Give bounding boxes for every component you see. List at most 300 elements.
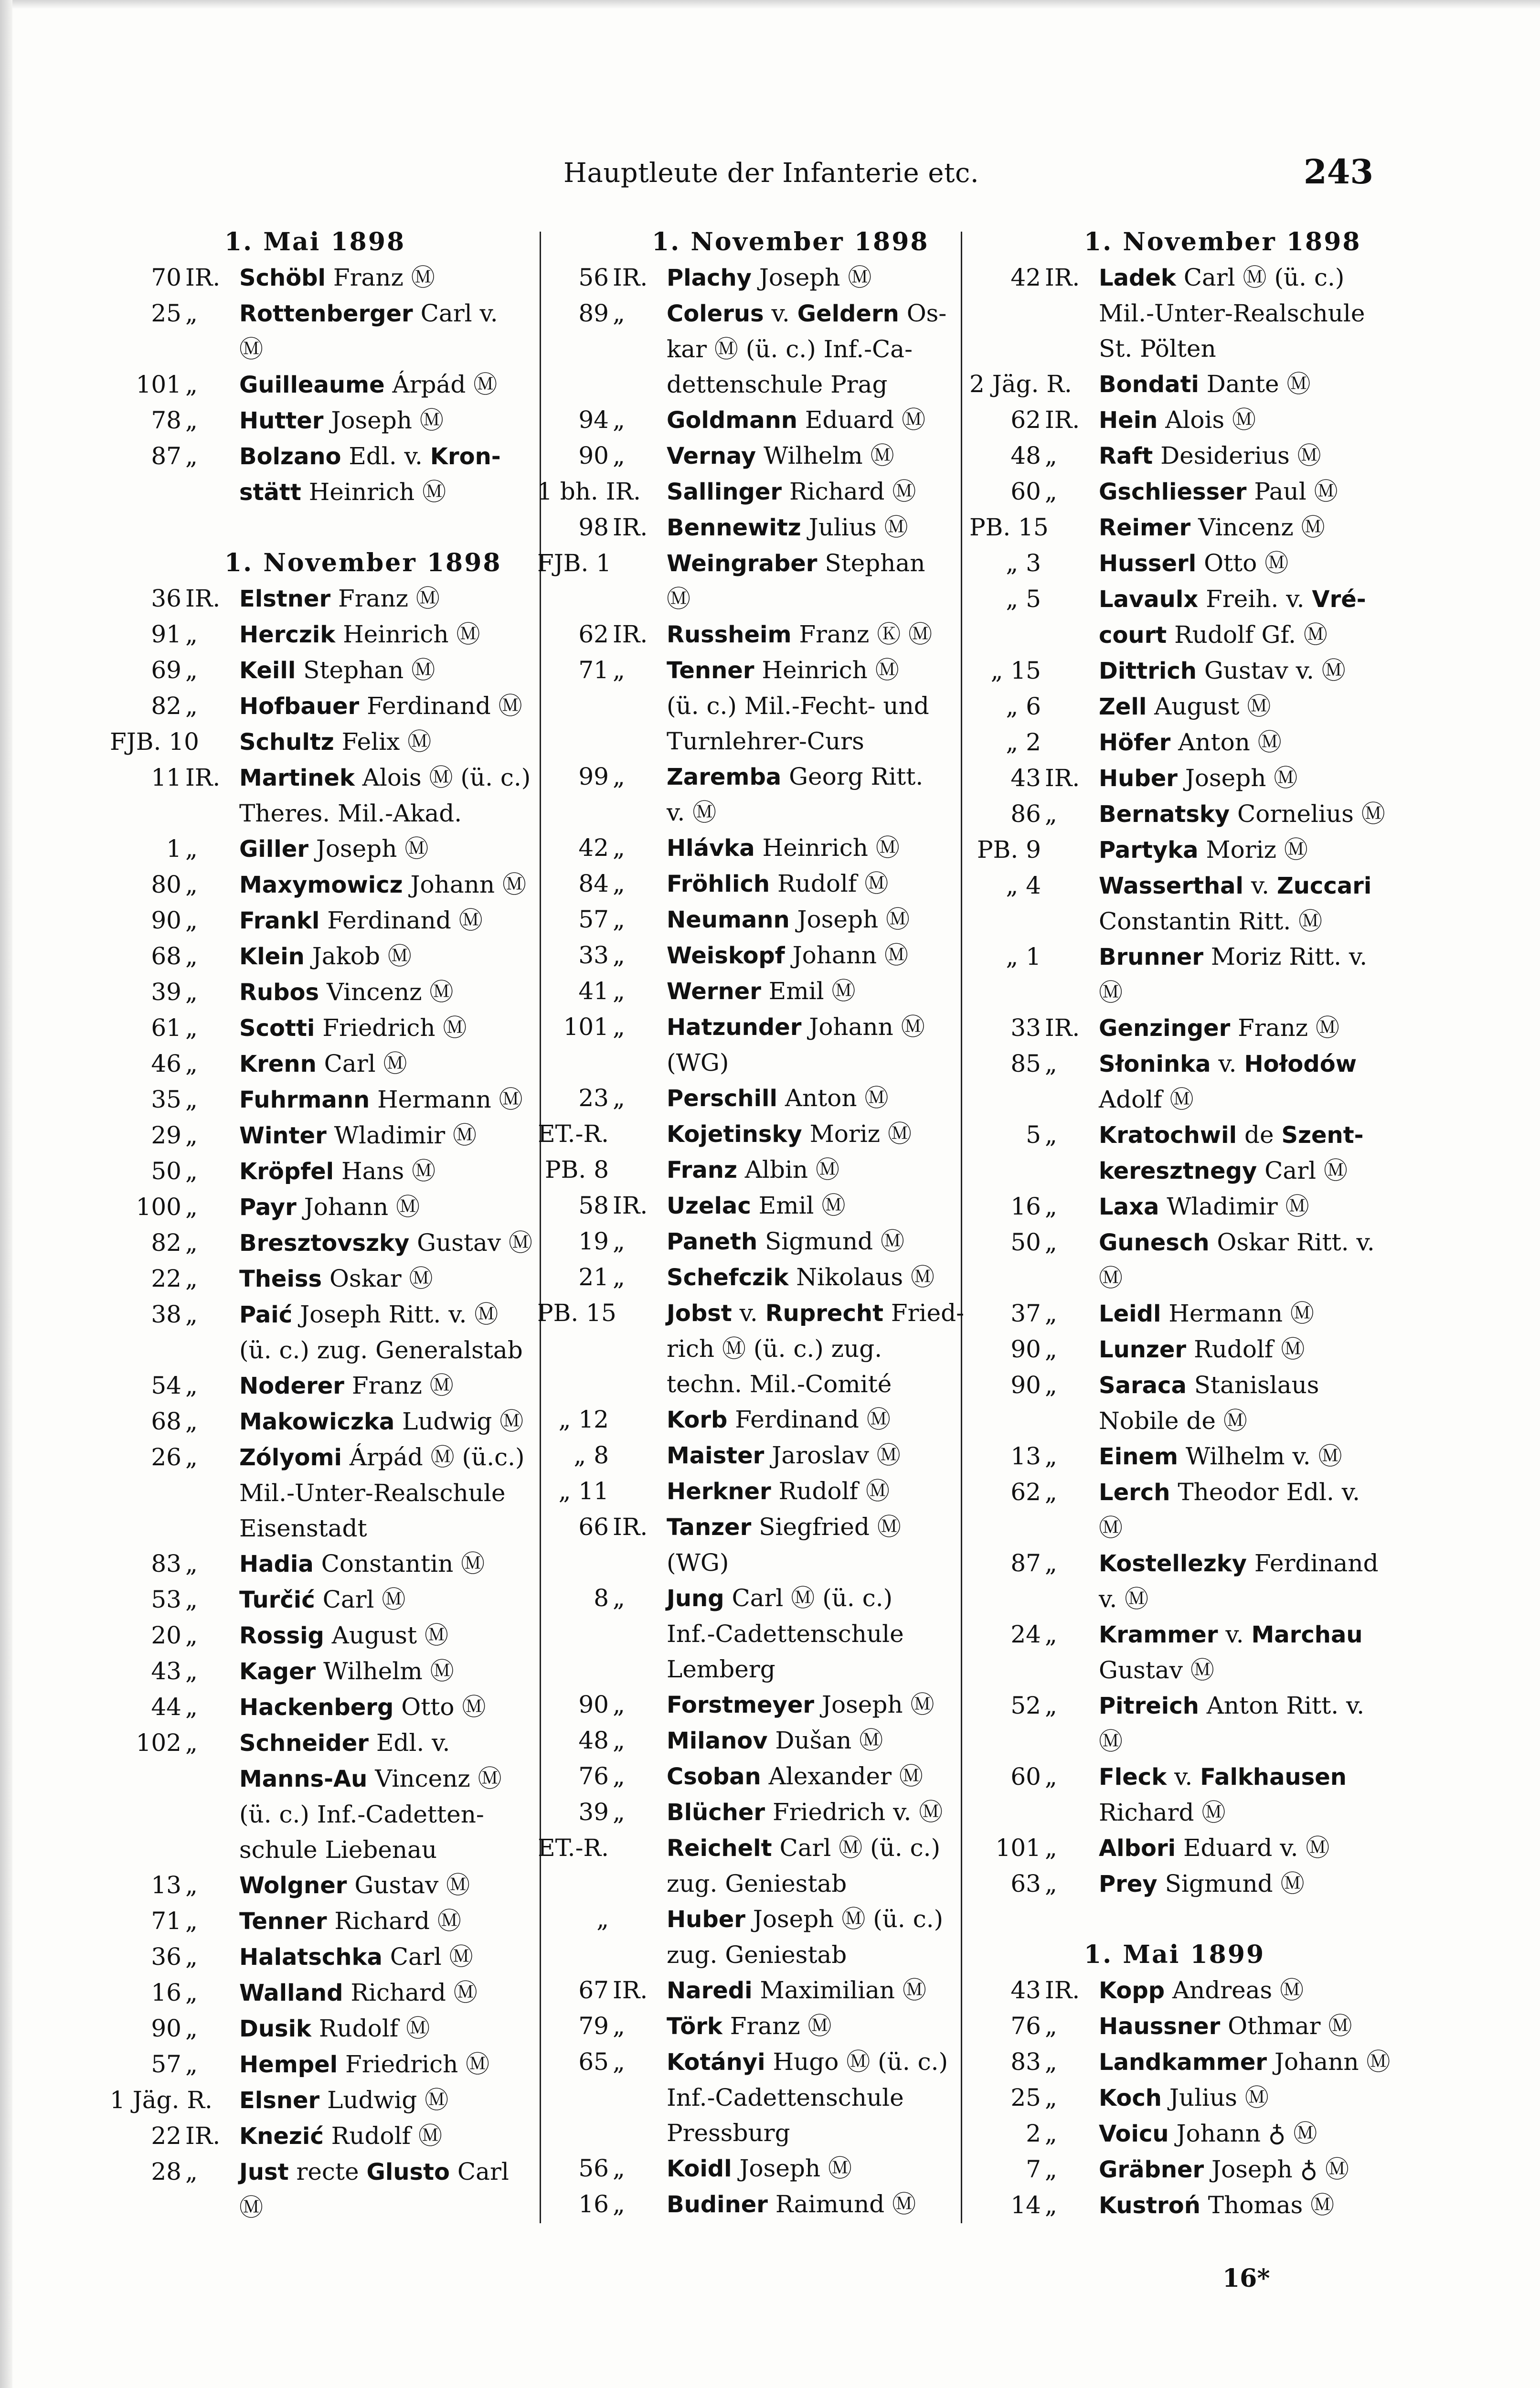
regiment-type: „	[185, 656, 198, 684]
entry-line: Gschliesser Paul Ⓜ	[1099, 478, 1338, 505]
regiment-number: 42	[1010, 264, 1041, 291]
officer-surname: Rossig	[239, 1622, 324, 1649]
entry-line: Słoninka v. Hołodów	[1099, 1050, 1357, 1077]
entry-line: court Rudolf Gf. Ⓜ	[1099, 621, 1328, 649]
regiment-type: „	[613, 2190, 625, 2218]
register-entry	[110, 1689, 530, 1725]
entry-line: Reimer Vincenz Ⓜ	[1099, 513, 1325, 541]
regiment-type: „	[1045, 1442, 1057, 1470]
officer-name	[231, 1261, 530, 1297]
entry-line: Ⓜ	[1099, 1727, 1123, 1755]
entry-line: Nobile de Ⓜ	[1099, 1407, 1247, 1435]
officer-name	[1090, 2152, 1380, 2187]
register-entry	[537, 1438, 962, 1473]
entry-line: Budiner Raimund Ⓜ	[667, 2190, 916, 2218]
register-entry	[969, 1189, 1380, 1225]
officer-surname: Blücher	[667, 1799, 765, 1826]
regiment-number: 80	[151, 871, 181, 898]
register-entry	[110, 2154, 530, 2225]
regiment-type: „	[613, 2048, 625, 2076]
officer-name	[658, 438, 962, 474]
officer-surname: Kojetinsky	[667, 1121, 802, 1148]
regiment-number: 26	[151, 1443, 181, 1471]
regiment-number: 29	[151, 1121, 181, 1149]
officer-name	[231, 1582, 530, 1618]
regiment-type: „	[185, 1443, 198, 1471]
officer-surname: Landkammer	[1099, 2049, 1267, 2076]
entry-line: Forstmeyer Joseph Ⓜ	[667, 1691, 935, 1718]
officer-name	[231, 296, 530, 367]
regiment-type: „	[185, 1943, 198, 1971]
entry-line: Ⓜ	[667, 585, 690, 613]
regiment-type: „	[1045, 2012, 1057, 2040]
officer-name	[1090, 1189, 1380, 1225]
regiment-number: 70	[151, 264, 181, 291]
register-entry	[110, 1653, 530, 1689]
entry-line: Turčić Carl Ⓜ	[239, 1586, 406, 1613]
officer-name	[658, 1723, 962, 1759]
regiment-type: „	[613, 406, 625, 434]
entry-line: Raft Desiderius Ⓜ	[1099, 442, 1321, 469]
register-entry	[110, 438, 530, 510]
regiment-number: 101	[995, 1834, 1041, 1862]
register-entry	[537, 260, 962, 296]
register-entry	[110, 367, 530, 403]
regiment-type: „	[1045, 2191, 1057, 2219]
entry-line: Bondati Dante Ⓜ	[1099, 370, 1311, 398]
officer-surname: Jung	[667, 1585, 724, 1612]
officer-surname: Wasserthal	[1099, 873, 1243, 899]
regiment-number: 58	[578, 1192, 609, 1219]
officer-surname: Hołodów	[1244, 1051, 1357, 1077]
regiment-number: 65	[578, 2048, 609, 2076]
regiment-number: 57	[151, 2050, 181, 2078]
entry-line: Krenn Carl Ⓜ	[239, 1050, 407, 1077]
officer-name	[231, 1975, 530, 2011]
register-entry	[110, 1261, 530, 1297]
regiment-type: „	[1045, 1692, 1057, 1719]
regiment-type: „	[1045, 1121, 1057, 1149]
officer-name	[231, 1546, 530, 1582]
entry-line: Kopp Andreas Ⓜ	[1099, 1976, 1304, 2004]
officer-name	[658, 1152, 962, 1188]
officer-surname: Bresztovszky	[239, 1230, 410, 1257]
officer-surname: Winter	[239, 1122, 327, 1149]
officer-name	[231, 688, 530, 724]
regiment-number: 7	[1026, 2155, 1041, 2183]
entry-line: Turnlehrer-Curs	[667, 727, 864, 755]
regiment-number: 56	[578, 264, 609, 291]
regiment-number: „ 3	[1006, 549, 1041, 577]
register-entry	[110, 1582, 530, 1618]
officer-name	[1090, 1296, 1380, 1332]
officer-surname: Weiskopf	[667, 942, 785, 969]
entry-line: Pressburg	[667, 2119, 790, 2147]
officer-surname: Tenner	[667, 657, 754, 684]
officer-surname: Csoban	[667, 1763, 761, 1790]
officer-name	[658, 1687, 962, 1723]
register-entry	[110, 2082, 530, 2118]
regiment-type: IR.	[185, 585, 221, 612]
register-entry	[537, 1009, 962, 1080]
entry-line: Paneth Sigmund Ⓜ	[667, 1227, 904, 1255]
register-entry	[110, 1939, 530, 1975]
entry-line: Csoban Alexander Ⓜ	[667, 1762, 923, 1790]
regiment-type: „	[1045, 1193, 1057, 1220]
regiment-type: IR.	[613, 1513, 648, 1541]
regiment-number: „ 6	[1006, 693, 1041, 720]
entry-line: Lerch Theodor Edl. v.	[1099, 1478, 1360, 1506]
regiment-number: 62	[578, 620, 609, 648]
officer-surname: Frankl	[239, 907, 320, 934]
officer-name	[1090, 1617, 1380, 1688]
entry-line: Adolf Ⓜ	[1099, 1086, 1194, 1113]
officer-name	[231, 1368, 530, 1404]
entry-line: Sallinger Richard Ⓜ	[667, 478, 916, 505]
officer-name	[658, 1580, 962, 1687]
regiment-type: „	[1045, 2155, 1057, 2183]
register-entry	[537, 510, 962, 545]
entry-line: Makowiczka Ludwig Ⓜ	[239, 1407, 524, 1435]
register-entry	[110, 760, 530, 831]
regiment-number: 57	[578, 906, 609, 933]
regiment-number: 76	[1010, 2012, 1041, 2040]
officer-name	[231, 831, 530, 867]
regiment-type: „	[185, 406, 198, 434]
entry-line: Goldmann Eduard Ⓜ	[667, 406, 926, 434]
regiment-number: 68	[151, 1407, 181, 1435]
officer-name	[658, 617, 962, 652]
entry-line: Tenner Heinrich Ⓜ	[667, 656, 899, 684]
officer-surname: Kron-	[430, 443, 501, 470]
officer-name	[231, 1618, 530, 1653]
officer-surname: Krenn	[239, 1051, 317, 1077]
register-entry	[537, 545, 962, 617]
regiment-number: 25	[1010, 2084, 1041, 2111]
register-entry	[537, 1295, 962, 1402]
officer-surname: Neumann	[667, 906, 790, 933]
register-entry	[969, 796, 1385, 832]
officer-surname: stätt	[239, 479, 301, 506]
officer-surname: Elstner	[239, 586, 331, 612]
officer-surname: Scotti	[239, 1015, 315, 1042]
regiment-type: „	[185, 1121, 198, 1149]
regiment-type: „	[1045, 1620, 1057, 1648]
regiment-number: 87	[1010, 1549, 1041, 1577]
officer-surname: Glusto	[366, 2159, 450, 2185]
register-entry	[969, 2187, 1380, 2223]
column-2	[537, 224, 962, 2240]
entry-line: Ⓜ	[239, 2194, 263, 2221]
officer-name	[1090, 1866, 1380, 1902]
register-entry	[537, 402, 962, 438]
regiment-type: „	[1045, 1763, 1057, 1791]
regiment-type: „	[185, 1301, 198, 1328]
regiment-number: 60	[1010, 1763, 1041, 1791]
entry-line: Knezić Rudolf Ⓜ	[239, 2122, 443, 2150]
officer-name	[231, 1225, 532, 1261]
regiment-number: 99	[578, 763, 609, 790]
entry-line: Neumann Joseph Ⓜ	[667, 906, 910, 933]
entry-line: Elsner Ludwig Ⓜ	[239, 2086, 449, 2114]
entry-line: Bresztovszky Gustav Ⓜ	[239, 1229, 532, 1257]
officer-name	[1090, 1830, 1380, 1866]
officer-surname: Keill	[239, 657, 296, 684]
officer-name	[658, 866, 962, 902]
officer-name	[658, 1259, 962, 1295]
entry-line: dettenschule Prag	[667, 371, 888, 398]
entry-line: Maxymowicz Johann Ⓜ	[239, 871, 526, 898]
section-heading: 1. November 1898	[1084, 227, 1361, 256]
regiment-number: 19	[578, 1227, 609, 1255]
register-entry	[110, 1546, 530, 1582]
officer-name	[231, 974, 530, 1010]
regiment-number: 2	[1026, 2120, 1041, 2147]
entry-line: Fuhrmann Hermann Ⓜ	[239, 1086, 523, 1113]
regiment-number: 43	[1010, 1976, 1041, 2004]
officer-surname: Fröhlich	[667, 871, 770, 897]
regiment-number: 28	[151, 2158, 181, 2185]
regiment-type: „	[185, 1229, 198, 1257]
regiment-type: „	[613, 656, 625, 684]
officer-name	[1090, 1688, 1380, 1759]
regiment-type: IR.	[1045, 764, 1080, 792]
entry-line: Hofbauer Ferdinand Ⓜ	[239, 692, 522, 720]
page-edge-left	[0, 0, 12, 2388]
register-entry	[110, 867, 530, 903]
officer-name	[658, 1295, 964, 1402]
officer-name	[231, 1118, 530, 1153]
register-entry	[110, 1046, 530, 1082]
register-entry	[537, 1901, 962, 1972]
regiment-number: 50	[151, 1157, 181, 1185]
entry-line: (WG)	[667, 1549, 729, 1577]
officer-name	[658, 1224, 962, 1259]
regiment-type: „	[185, 1657, 198, 1685]
officer-name	[231, 903, 530, 938]
officer-surname: Kostellezky	[1099, 1550, 1247, 1577]
regiment-number: 46	[151, 1050, 181, 1077]
regiment-number: 20	[151, 1621, 181, 1649]
officer-surname: Wolgner	[239, 1872, 347, 1899]
entry-line: Ⓜ	[1099, 1264, 1123, 1292]
regiment-type: IR.	[613, 1192, 648, 1219]
officer-surname: Sallinger	[667, 479, 782, 505]
officer-name	[231, 1725, 530, 1867]
officer-surname: Theiss	[239, 1266, 322, 1292]
officer-surname: Partyka	[1099, 837, 1199, 864]
register-entry	[969, 510, 1380, 545]
entry-line: Leidl Hermann Ⓜ	[1099, 1300, 1314, 1327]
regiment-number: ET.-R.	[538, 1834, 609, 1862]
entry-line: Partyka Moriz Ⓜ	[1099, 836, 1308, 864]
register-entry	[969, 438, 1380, 474]
officer-surname: Hofbauer	[239, 693, 360, 720]
entry-line: Keill Stephan Ⓜ	[239, 656, 435, 684]
regiment-number: 100	[136, 1193, 181, 1221]
register-entry	[969, 366, 1380, 402]
officer-name	[658, 2186, 962, 2222]
officer-name	[658, 1009, 962, 1080]
regiment-type: „	[1045, 2084, 1057, 2111]
officer-name	[658, 1830, 962, 1901]
regiment-type: „	[613, 2154, 625, 2182]
regiment-number: 16	[1010, 1193, 1041, 1220]
regiment-number: 37	[1010, 1300, 1041, 1327]
register-entry	[537, 1972, 962, 2008]
officer-name	[658, 759, 962, 830]
regiment-number: 66	[578, 1513, 609, 1541]
officer-surname: Milanov	[667, 1727, 768, 1754]
regiment-number: 36	[151, 1943, 181, 1971]
register-entry	[969, 689, 1380, 725]
regiment-type: „	[1045, 1050, 1057, 1077]
regiment-number: 36	[151, 585, 181, 612]
regiment-type: „	[613, 1227, 625, 1255]
entry-line: Wolgner Gustav Ⓜ	[239, 1871, 470, 1899]
officer-surname: Schultz	[239, 729, 334, 756]
regiment-type: „	[185, 2050, 198, 2078]
entry-line: Tanzer Siegfried Ⓜ	[667, 1513, 901, 1541]
regiment-type: „	[613, 941, 625, 969]
officer-name	[1090, 438, 1380, 474]
register-entry	[969, 1972, 1380, 2008]
officer-surname: Prey	[1099, 1871, 1158, 1898]
regiment-number: PB. 15	[537, 1299, 616, 1327]
regiment-type: „	[613, 1691, 625, 1718]
officer-name	[231, 403, 530, 438]
officer-name	[658, 402, 962, 438]
regiment-type: „	[185, 942, 198, 970]
entry-line: Kotányi Hugo Ⓜ (ü. c.)	[667, 2048, 948, 2076]
officer-name	[658, 2151, 962, 2186]
regiment-number: 98	[578, 513, 609, 541]
regiment-type: „	[185, 620, 198, 648]
regiment-number: 69	[151, 656, 181, 684]
officer-surname: Kopp	[1099, 1977, 1165, 2004]
register-entry	[537, 830, 962, 866]
officer-surname: Elsner	[239, 2087, 320, 2114]
officer-surname: Budiner	[667, 2191, 768, 2218]
register-entry	[537, 1473, 962, 1509]
regiment-type: IR.	[613, 620, 648, 648]
entry-line: Uzelac Emil Ⓜ	[667, 1192, 846, 1219]
regiment-number: 52	[1010, 1692, 1041, 1719]
officer-name	[658, 1901, 962, 1972]
officer-name	[231, 2118, 530, 2154]
officer-surname: Uzelac	[667, 1193, 751, 1219]
officer-name	[658, 652, 962, 759]
officer-name	[231, 1010, 530, 1046]
regiment-number: 101	[136, 371, 181, 398]
regiment-type: „	[185, 1621, 198, 1649]
register-entry	[110, 2047, 530, 2082]
entry-line: zug. Geniestab	[667, 1941, 847, 1969]
officer-surname: Weingraber	[667, 550, 818, 577]
entry-line: Tenner Richard Ⓜ	[239, 1907, 461, 1935]
officer-surname: Hackenberg	[239, 1694, 394, 1721]
officer-name	[658, 2044, 962, 2151]
regiment-number: 90	[151, 2015, 181, 2042]
page-title: Hauptleute der Infanterie etc.	[563, 158, 979, 189]
entry-line: Landkammer Johann Ⓜ	[1099, 2048, 1391, 2076]
entry-line: Koch Julius Ⓜ	[1099, 2084, 1269, 2111]
officer-name	[1090, 1546, 1380, 1617]
regiment-type: „	[185, 1193, 198, 1221]
page-number: 243	[1304, 152, 1374, 192]
regiment-number: 102	[136, 1729, 181, 1757]
officer-surname: Vernay	[667, 443, 756, 469]
regiment-type: „	[613, 299, 625, 327]
register-entry	[969, 1546, 1380, 1617]
entry-line: Constantin Ritt. Ⓜ	[1099, 907, 1323, 935]
register-entry	[110, 938, 530, 974]
register-entry	[110, 1368, 530, 1404]
entry-line: Schultz Felix Ⓜ	[239, 728, 432, 756]
entry-line: Hein Alois Ⓜ	[1099, 406, 1256, 434]
regiment-type: „	[1045, 1300, 1057, 1327]
entry-line: Mil.-Unter-Realschule	[239, 1479, 506, 1507]
regiment-type: „	[185, 1407, 198, 1435]
regiment-number: 22	[151, 2122, 181, 2150]
regiment-number: 84	[578, 870, 609, 897]
regiment-number: „	[596, 1905, 609, 1933]
regiment-number: 33	[1010, 1014, 1041, 1042]
officer-name	[658, 545, 962, 617]
register-entry	[537, 973, 962, 1009]
entry-line: Hackenberg Otto Ⓜ	[239, 1693, 486, 1721]
regiment-type: „	[185, 871, 198, 898]
officer-name	[231, 724, 530, 760]
register-entry	[110, 974, 530, 1010]
officer-surname: Zaremba	[667, 764, 782, 790]
regiment-number: 82	[151, 1229, 181, 1257]
entry-line: Walland Richard Ⓜ	[239, 1979, 478, 2006]
regiment-type: „	[613, 1727, 625, 1754]
officer-surname: Albori	[1099, 1835, 1176, 1862]
officer-surname: Maister	[667, 1442, 765, 1469]
entry-line: Jobst v. Ruprecht Fried-	[667, 1299, 964, 1327]
regiment-type: „	[613, 834, 625, 862]
register-entry	[537, 1794, 962, 1830]
entry-line: Naredi Maximilian Ⓜ	[667, 1976, 926, 2004]
register-entry	[110, 652, 530, 688]
officer-name	[1090, 1117, 1380, 1189]
officer-surname: Kager	[239, 1658, 316, 1685]
regiment-type: IR.	[185, 2122, 221, 2150]
officer-name	[1090, 2044, 1390, 2080]
officer-surname: Fleck	[1099, 1764, 1167, 1791]
officer-name	[658, 1794, 962, 1830]
regiment-type: IR.	[613, 1976, 648, 2004]
entry-line: techn. Mil.-Comité	[667, 1370, 892, 1398]
officer-surname: Lunzer	[1099, 1336, 1187, 1363]
regiment-number: „ 15	[990, 657, 1041, 684]
regiment-type: „	[185, 1372, 198, 1399]
register-entry	[537, 1080, 962, 1116]
officer-surname: Bolzano	[239, 443, 341, 470]
regiment-number: 63	[1010, 1870, 1041, 1898]
regiment-number: 60	[1010, 478, 1041, 505]
register-entry	[537, 1580, 962, 1687]
register-entry	[969, 1866, 1380, 1902]
officer-surname: Voicu	[1099, 2121, 1169, 2147]
entry-line: Höfer Anton Ⓜ	[1099, 728, 1282, 756]
regiment-number: 43	[151, 1657, 181, 1685]
regiment-number: 90	[1010, 1371, 1041, 1399]
register-entry	[969, 1688, 1380, 1759]
regiment-type: „	[185, 371, 198, 398]
